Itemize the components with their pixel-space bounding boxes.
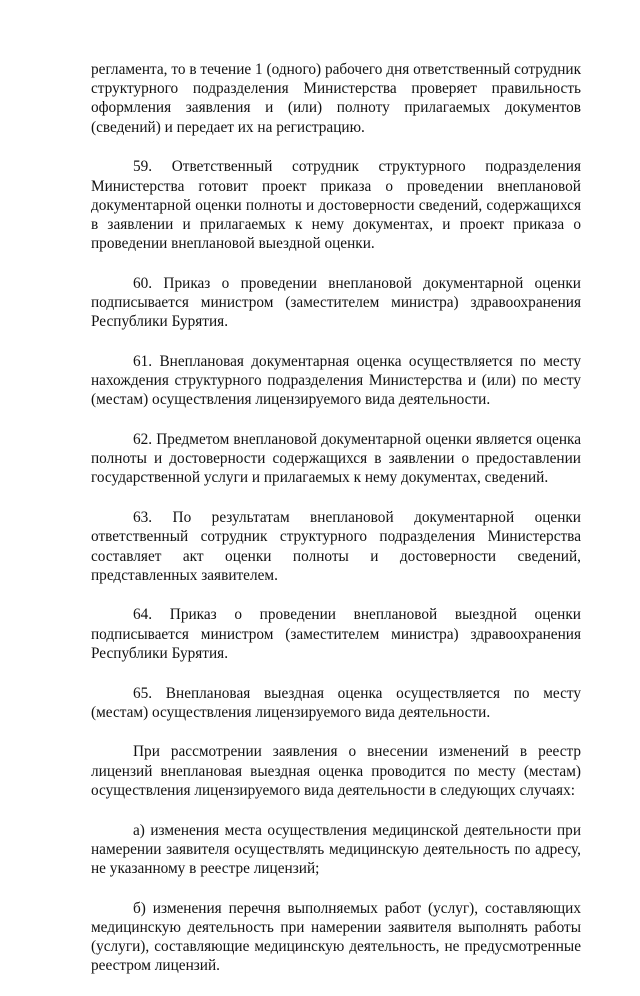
paragraph-item-61: 61. Внеплановая документарная оценка осуществляется по месту нахождения структурного подразделения Министерства и (или) по месту (местам) осуществления лицензируемого вида деятельности. xyxy=(91,352,581,409)
paragraph-item-62: 62. Предметом внеплановой документарной оценки является оценка полноты и достоверности содержащихся в заявлении о предоставлении государственной услуги и прилагаемых к нему документах, сведений. xyxy=(91,431,581,487)
paragraph-item-59: 59. Ответственный сотрудник структурного подразделения Министерства готовит проект приказа о проведении внеплановой документарной оценки полноты и достоверности сведений, содержащихся в заявлении и прилагаемых к нему документах, и проект приказа о проведении внеплановой выездной оценки. xyxy=(91,158,581,253)
paragraph-item-64: 64. Приказ о проведении внеплановой выездной оценки подписывается министром (заместителем министра) здравоохранения Республики Бурятия. xyxy=(91,606,581,662)
paragraph-item-65-cases: При рассмотрении заявления о внесении изменений в реестр лицензий внеплановая выездная оценка проводится по месту (местам) осуществления лицензируемого вида деятельности в следующих случаях: xyxy=(91,743,581,799)
paragraph-item-63: 63. По результатам внеплановой документарной оценки ответственный сотрудник структурного подразделения Министерства составляет акт оценки полноты и достоверности сведений, представленных заявителем. xyxy=(91,509,581,584)
paragraph-item-60: 60. Приказ о проведении внеплановой документарной оценки подписывается министром (заместителем министра) здравоохранения Республики Бурятия. xyxy=(91,274,581,331)
paragraph-case-a: а) изменения места осуществления медицинской деятельности при намерении заявителя осуществлять медицинскую деятельность по адресу, не указанному в реестре лицензий; xyxy=(91,821,581,877)
paragraph-continuation: регламента, то в течение 1 (одного) рабочего дня ответственный сотрудник структурного подразделения Министерства проверяет правильность оформления заявления и (или) полноту прилагаемых документов (сведений) и передает их на регистрацию. xyxy=(91,61,581,136)
document-page xyxy=(91,60,581,996)
paragraph-item-65: 65. Внеплановая выездная оценка осуществляется по месту (местам) осуществления лицензируемого вида деятельности. xyxy=(91,684,581,721)
paragraph-case-b: б) изменения перечня выполняемых работ (услуг), составляющих медицинскую деятельность при намерении заявителя выполнять работы (услуги), составляющие медицинскую деятельность, не предусмотренные реестром лицензий. xyxy=(91,899,581,975)
